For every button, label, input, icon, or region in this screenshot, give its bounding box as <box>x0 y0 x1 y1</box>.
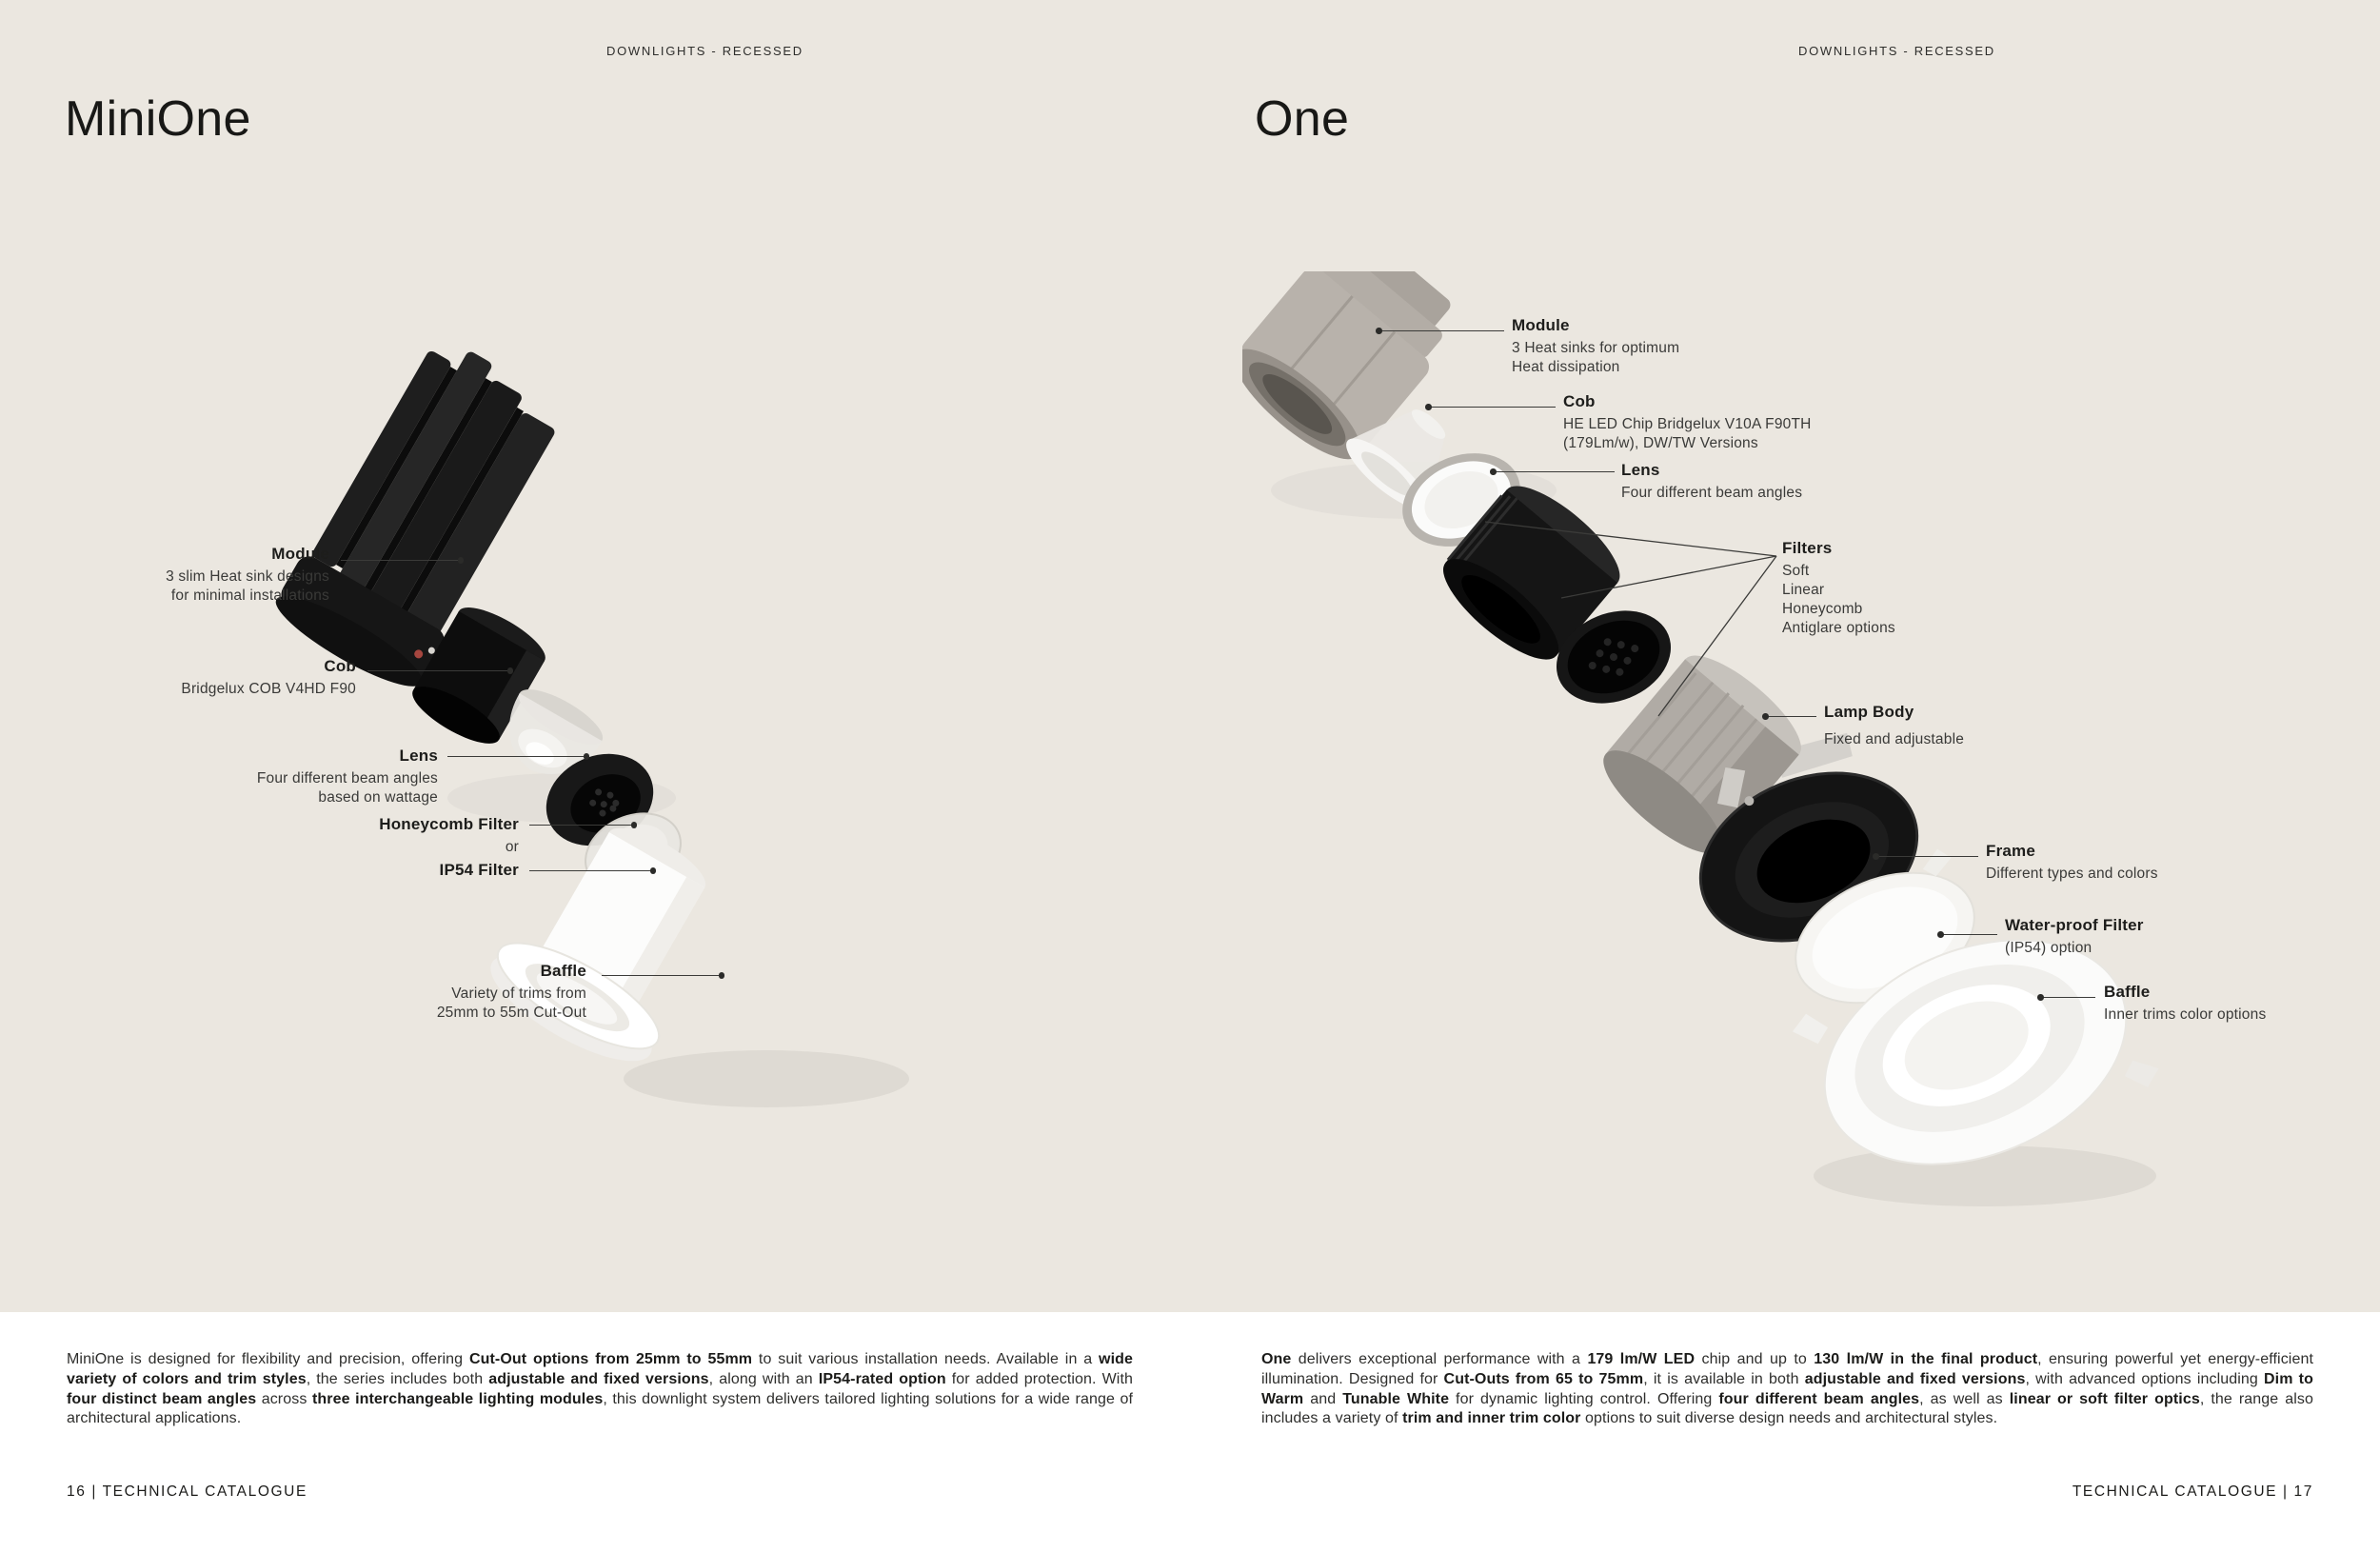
callout-label: Module <box>271 545 329 563</box>
callout-sub-line: Fixed and adjustable <box>1824 731 1965 747</box>
callout-label: Lamp Body <box>1824 703 1914 721</box>
callout-sub-line: based on wattage <box>318 789 438 806</box>
product-title-one: One <box>1255 91 1350 147</box>
callout-label: Module <box>1512 316 1570 334</box>
callout-minione-ip54-filter <box>233 860 519 881</box>
page-header-right: DOWNLIGHTS - RECESSED <box>1798 44 1995 58</box>
callout-label: Lens <box>399 747 438 765</box>
callout-label: Filters <box>1782 539 1833 557</box>
callout-sub-line: Different types and colors <box>1986 866 2158 882</box>
leader-line-module <box>1378 330 1504 331</box>
callout-minione-module <box>57 544 329 606</box>
callout-minione-cob <box>95 656 356 699</box>
callout-label: Baffle <box>540 962 586 980</box>
leader-line-cob <box>367 670 510 671</box>
callout-label: Honeycomb Filter <box>379 815 519 833</box>
product-title-minione: MiniOne <box>65 91 251 147</box>
callout-sub-line: 3 Heat sinks for optimum <box>1512 340 1680 356</box>
callout-sub-line: Linear <box>1782 582 1825 598</box>
filters-fan-lines <box>1471 512 1785 727</box>
callout-one-waterproof-filter <box>2005 915 2144 958</box>
bottom-white-band <box>0 1312 2380 1553</box>
callout-sub-line: 25mm to 55m Cut-Out <box>436 1005 586 1021</box>
callout-sub-line: Soft <box>1782 563 1810 579</box>
callout-one-cob <box>1563 391 1812 453</box>
footer-left: 16 | TECHNICAL CATALOGUE <box>67 1483 307 1500</box>
leader-line-ip54 <box>529 870 653 871</box>
callout-label: Water-proof Filter <box>2005 916 2144 934</box>
callout-sub-line: Bridgelux COB V4HD F90 <box>181 681 356 697</box>
one-description: One delivers exceptional performance with a 179 lm/W LED chip and up to 130 lm/W in the final product, ensuring powerful yet energy-efficient illumination. Designed for Cut-Outs from 65 to 75mm, it is available in both adjustable and fixed versions, with advanced options including Dim to Warm and Tunable White for dynamic lighting control. Offering four different beam angles, as well as linear or soft filter optics, the range also includes a variety of trim and inner trim color options to suit diverse design needs and architectural styles. <box>1261 1351 2313 1427</box>
leader-line-baffle <box>2040 997 2095 998</box>
callout-one-lens <box>1621 460 1802 503</box>
leader-line-baffle <box>602 975 722 976</box>
callout-minione-lens <box>152 746 438 807</box>
callout-label: IP54 Filter <box>439 861 519 879</box>
callout-label: Baffle <box>2104 983 2151 1001</box>
leader-line-cob <box>1428 407 1556 408</box>
callout-sub-line: Antiglare options <box>1782 620 1895 636</box>
leader-line-lamp-body <box>1765 716 1816 717</box>
callout-sub-line: Four different beam angles <box>1621 485 1803 501</box>
callout-sub-line: 3 slim Heat sink designs <box>166 568 329 585</box>
callout-one-baffle <box>2104 982 2266 1025</box>
callout-minione-baffle <box>286 961 586 1023</box>
callout-one-module <box>1512 315 1679 377</box>
callout-sub-line: Four different beam angles <box>256 770 438 786</box>
page-header-left: DOWNLIGHTS - RECESSED <box>606 44 803 58</box>
leader-line-lens <box>447 756 586 757</box>
callout-sub-line: Inner trims color options <box>2104 1006 2267 1023</box>
callout-one-filters <box>1782 538 1895 638</box>
callout-sub-line: for minimal installations <box>170 587 329 604</box>
or-text: or <box>505 839 519 855</box>
callout-sub-line: Honeycomb <box>1782 601 1863 617</box>
callout-sub-line: (179Lm/w), DW/TW Versions <box>1563 435 1758 451</box>
callout-sub-line: Heat dissipation <box>1512 359 1620 375</box>
leader-line-honeycomb <box>529 825 634 826</box>
callout-one-frame <box>1986 841 2158 884</box>
callout-label: Cob <box>1563 392 1596 410</box>
leader-line-frame <box>1875 856 1978 857</box>
leader-line-lens <box>1493 471 1615 472</box>
footer-right: TECHNICAL CATALOGUE | 17 <box>2072 1483 2313 1500</box>
callout-one-lamp-body <box>1824 702 1964 749</box>
callout-minione-honeycomb-filter <box>233 814 519 857</box>
callout-label: Lens <box>1621 461 1660 479</box>
minione-description: MiniOne is designed for flexibility and precision, offering Cut-Out options from 25mm to 55mm to suit various installation needs. Available in a wide variety of colors and trim styles, the series includes both adjustable and fixed versions, along with an IP54-rated option for added protection. With four distinct beam angles across three interchangeable lighting modules, this downlight system delivers tailored lighting solutions for a wide range of architectural applications. <box>67 1351 1133 1427</box>
callout-sub-line: HE LED Chip Bridgelux V10A F90TH <box>1563 416 1812 432</box>
callout-sub-line: (IP54) option <box>2005 940 2092 956</box>
callout-label: Cob <box>324 657 356 675</box>
leader-line-module <box>341 560 461 561</box>
callout-label: Frame <box>1986 842 2036 860</box>
leader-line-waterproof-filter <box>1940 934 1997 935</box>
callout-sub-line: Variety of trims from <box>451 986 586 1002</box>
